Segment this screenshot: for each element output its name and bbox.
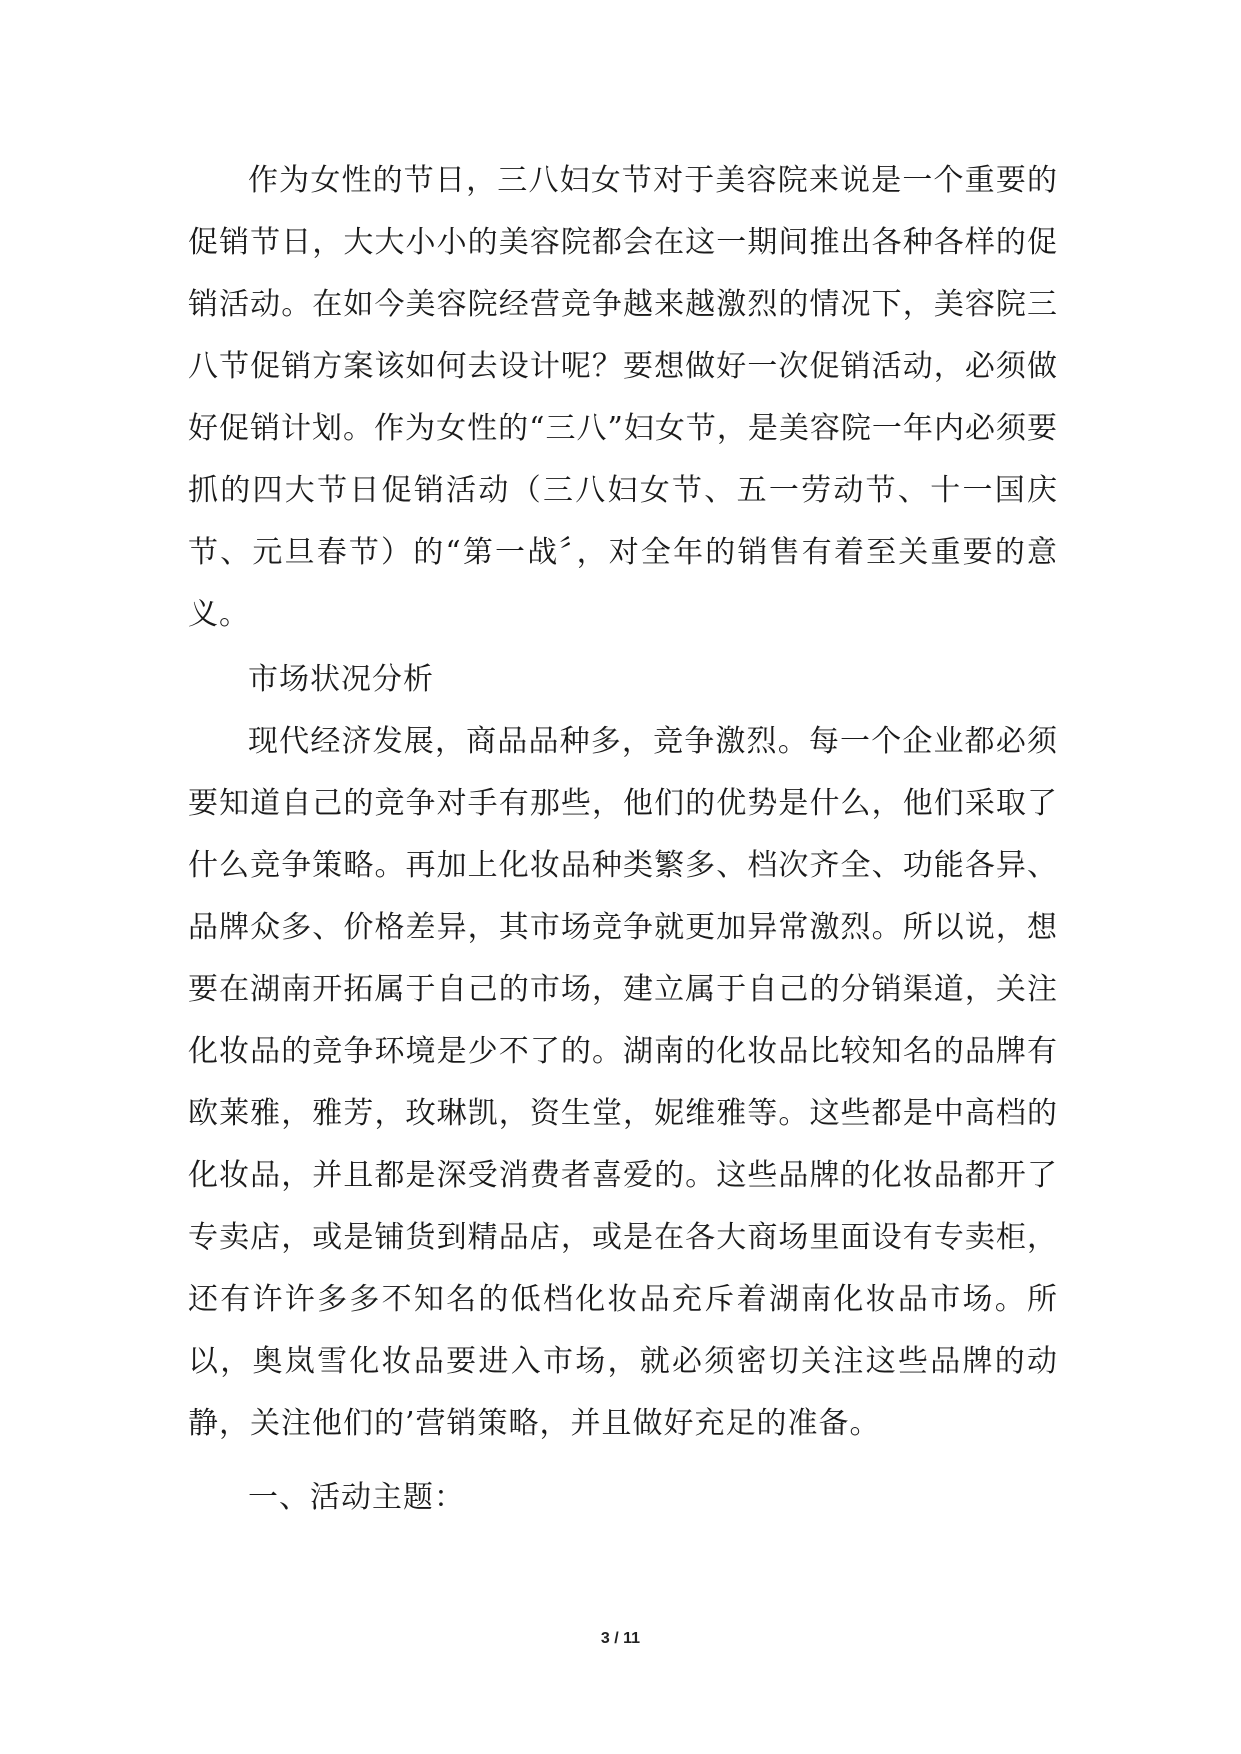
section-heading-activity-theme: 一、活动主题： [248, 1480, 465, 1515]
market-analysis-paragraph: 现代经济发展，商品品种多，竞争激烈。每一个企业都必须要知道自己的竞争对手有那些，他们的优势是什么，他们采取了什么竞争策略。再加上化妆品种类繁多、档次齐全、功能各异、品牌众多、价格差异，其市场竞争就更加异常激烈。所以说，想要在湖南开拓属于自己的市场，建立属于自己的分销渠道，关注化妆品的竞争环境是少不了的。湖南的化妆品比较知名的品牌有欧莱雅，雅芳，玫琳凯，资生堂，妮维雅等。这些都是中高档的化妆品，并且都是深受消费者喜爱的。这些品牌的化妆品都开了专卖店，或是铺货到精品店，或是在各大商场里面设有专卖柜，还有许许多多不知名的低档化妆品充斥着湖南化妆品市场。所以，奥岚雪化妆品要进入市场，就必须密切关注这些品牌的动静，关注他们的’营销策略，并且做好充足的准备。 [188, 724, 1058, 1441]
document-body [188, 150, 1058, 1529]
page-number: 3 / 11 [600, 1630, 641, 1647]
section-heading-market-analysis: 市场状况分析 [248, 662, 434, 697]
intro-paragraph: 作为女性的节日，三八妇女节对于美容院来说是一个重要的促销节日，大大小小的美容院都会在这一期间推出各种各样的促销活动。在如今美容院经营竞争越来越激烈的情况下，美容院三八节促销方案该如何去设计呢？要想做好一次促销活动，必须做好促销计划。作为女性的“三八”妇女节，是美容院一年内必须要抓的四大节日促销活动（三八妇女节、五一劳动节、十一国庆节、元旦春节）的“第一战〞，对全年的销售有着至关重要的意义。 [188, 163, 1058, 632]
